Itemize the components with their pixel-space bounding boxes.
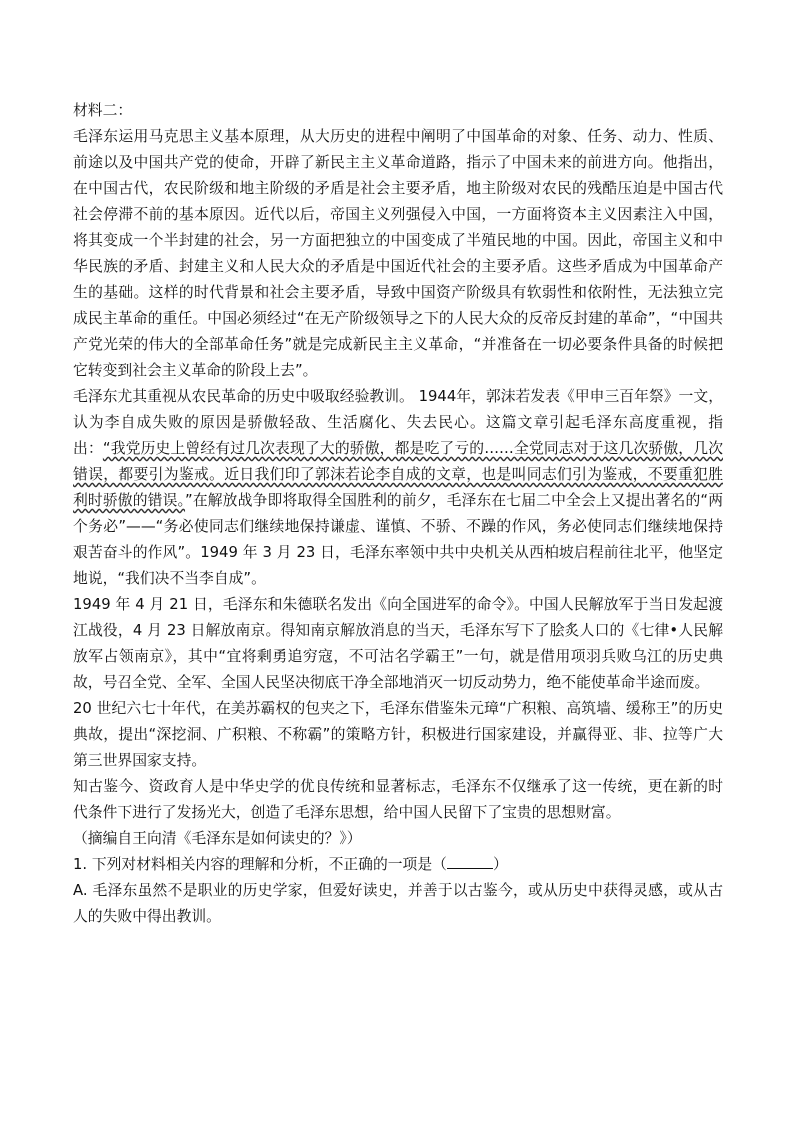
paragraph-4: 20 世纪六七十年代，在美苏霸权的包夹之下，毛泽东借鉴朱元璋“广积粮、高筑墙、缓称王”的历史典故，提出“深挖洞、广积粮、不称霸”的策略方针，积极进行国家建设，并赢得亚、非、拉等广大第三世界国家支持。 xyxy=(73,700,723,769)
question-stem-text: 1. 下列对材料相关内容的理解和分析，不正确的一项是（ xyxy=(73,856,447,873)
paragraph-1: 毛泽东运用马克思主义基本原理，从大历史的进程中阐明了中国革命的对象、任务、动力、性质、前途以及中国共产党的使命，开辟了新民主主义革命道路，指示了中国未来的前进方向。他指出，在中国古代，农民阶级和地主阶级的矛盾是社会主要矛盾，地主阶级对农民的残酷压迫是中国古代社会停滞不前的基本原因。近代以后，帝国主义列强侵入中国，一方面将资本主义因素注入中国，将其变成一个半封建的社会，另一方面把独立的中国变成了半殖民地的中国。因此，帝国主义和中华民族的矛盾、封建主义和人民大众的矛盾是中国近代社会的主要矛盾。这些矛盾成为中国革命产生的基础。这样的时代背景和社会主要矛盾，导致中国资产阶级具有软弱性和依附性，无法独立完成民主革命的重任。中国必须经过“在无产阶级领导之下的人民大众的反帝反封建的革命”，“中国共产党光荣的伟大的全部革命任务”就是完成新民主主义革命，“并准备在一切必要条件具备的时候把它转变到社会主义革命的阶段上去”。 xyxy=(73,128,723,379)
option-a: A. 毛泽东虽然不是职业的历史学家，但爱好读史，并善于以古鉴今，或从历史中获得灵感，或从古人的失败中得出教训。 xyxy=(73,882,723,925)
answer-blank[interactable] xyxy=(447,854,493,869)
paragraph-2 xyxy=(73,384,723,592)
section-heading: 材料二： xyxy=(73,102,133,119)
source-citation: （摘编自王向清《毛泽东是如何读史的？》） xyxy=(73,830,362,847)
paragraph-3: 1949 年 4 月 21 日，毛泽东和朱德联名发出《向全国进军的命令》。中国人民解放军于当日发起渡江战役，4 月 23 日解放南京。得知南京解放消息的当天，毛泽东写下了脍炙人口的《七律•人民解放军占领南京》，其中“宜将剩勇追穷寇，不可沽名学霸王”一句，就是借用项羽兵败乌江的历史典故，号召全党、全军、全国人民坚决彻底干净全部地消灭一切反动势力，绝不能使革命半途而废。 xyxy=(73,596,723,691)
underlined-quote: “我党历史上曾经有过几次表现了大的骄傲，都是吃了亏的……全党同志对于这几次骄傲，几次错误，都要引为鉴戒。近日我们印了郭沫若论李自成的文章，也是叫同志们引为鉴戒，不要重犯胜利时骄傲的错误。 xyxy=(73,440,723,509)
paragraph-5: 知古鉴今、资政育人是中华史学的优良传统和显著标志，毛泽东不仅继承了这一传统，更在新的时代条件下进行了发扬光大，创造了毛泽东思想，给中国人民留下了宝贵的思想财富。 xyxy=(73,778,723,821)
paragraph-2-intro: 毛泽东尤其重视从农民革命的历史中吸取经验教训。 1944年，郭沫若发表《甲申三百年祭》一文，认为李自成失败的原因是骄傲轻敌、生活腐化、失去民心。这篇文章引起毛泽东高度重视，指出： xyxy=(73,388,723,457)
question-stem-close: ） xyxy=(492,856,508,873)
paragraph-2-rest: ”在解放战争即将取得全国胜利的前夕，毛泽东在七届二中全会上又提出著名的“两个务必”——“务必使同志们继续地保持谦虚、谨慎、不骄、不躁的作风，务必使同志们继续地保持艰苦奋斗的作风”。1949 年 3 月 23 日，毛泽东率领中共中央机关从西柏坡启程前往北平，他坚定地说，“我们决不当李自成”。 xyxy=(73,492,723,587)
question-stem xyxy=(73,852,723,878)
article-body xyxy=(73,98,723,930)
